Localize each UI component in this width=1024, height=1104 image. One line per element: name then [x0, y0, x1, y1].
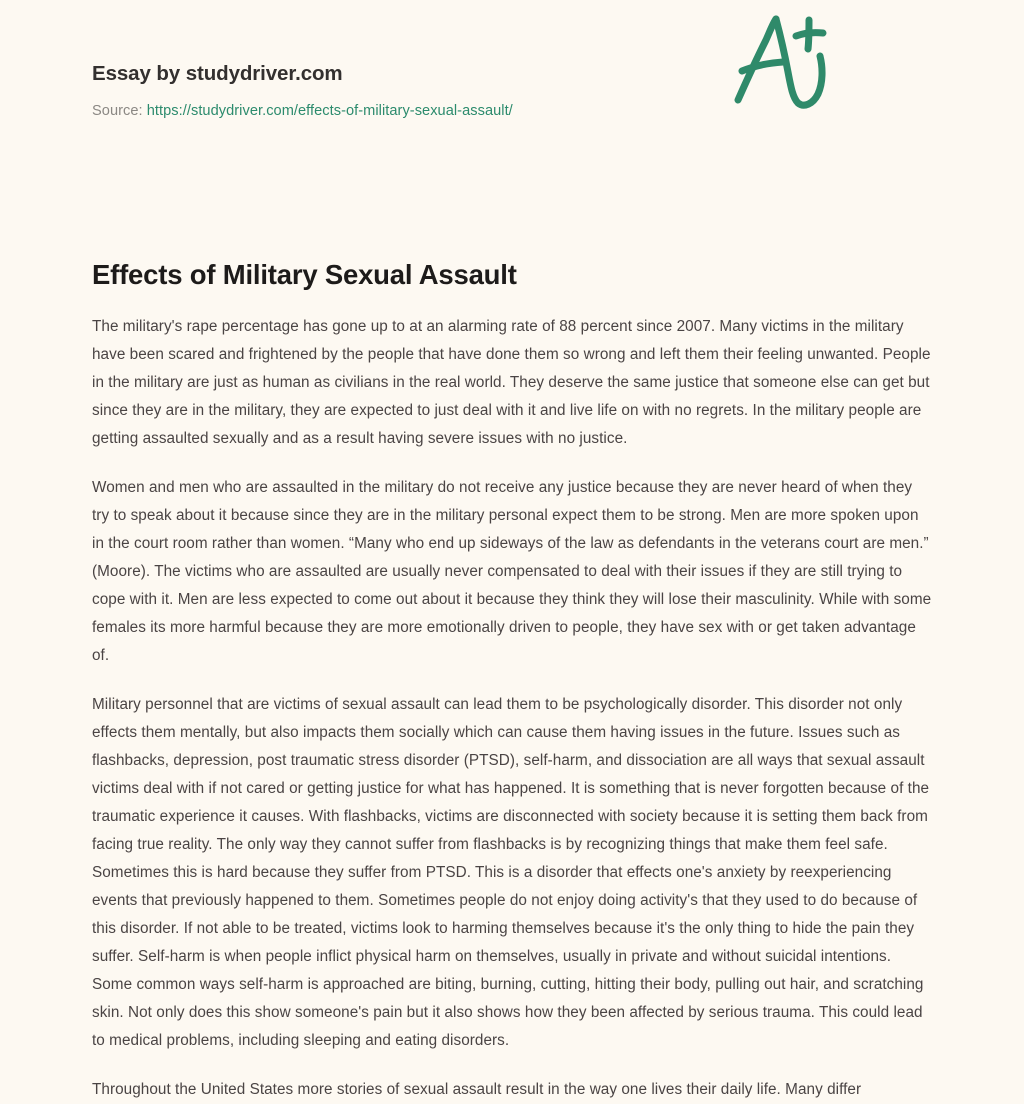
essay-byline: Essay by studydriver.com: [92, 62, 343, 85]
article-paragraph: Military personnel that are victims of sexual assault can lead them to be psychologically disorder. This disorder not only effects them mentally, but also impacts them socially which can cause them having issues in the future. Issues such as flashbacks, depression, post traumatic stress disorder (PTSD), self-harm, and dissociation are all ways that sexual assault victims deal with if not cared or getting justice for what has happened. It is something that is never forgotten because of the traumatic experience it causes. With flashbacks, victims are disconnected with society because it is setting them back from facing true reality. The only way they cannot suffer from flashbacks is by recognizing things that make them feel safe. Sometimes this is hard because they suffer from PTSD. This is a disorder that effects one's anxiety by reexperiencing events that previously happened to them. Sometimes people do not enjoy doing activity's that they used to do because of this disorder. If not able to be treated, victims look to harming themselves because it's the only thing to hide the pain they suffer. Self-harm is when people inflict physical harm on themselves, usually in private and without suicidal intentions. Some common ways self-harm is approached are biting, burning, cutting, hitting their body, pulling out hair, and scratching skin. Not only does this show someone's pain but it also shows how they been affected by serious trauma. This could lead to medical problems, including sleeping and eating disorders.: [92, 696, 930, 1050]
source-url-link[interactable]: https://studydriver.com/effects-of-military-sexual-assault/: [146, 102, 513, 119]
article-paragraph: Women and men who are assaulted in the military do not receive any justice because they are never heard of when they try to speak about it because since they are in the military personal expect them to be strong. Men are more spoken upon in the court room rather than women. “Many who end up sideways of the law as defendants in the veterans court are men.” (Moore). The victims who are assaulted are usually never compensated to deal with their issues if they are still trying to cope with it. Men are less expected to come out about it because they think they will lose their masculinity. While with some females its more harmful because they are more emotionally driven to people, they have sex with or get taken advantage of.: [92, 479, 932, 665]
page-title: Effects of Military Sexual Assault: [92, 259, 517, 290]
article-body: [92, 292, 932, 1104]
article-paragraph: Throughout the United States more stories of sexual assault result in the way one lives their daily life. Many differ: [92, 1081, 862, 1099]
source-line: [92, 102, 932, 121]
studydriver-a-plus-logo-icon: [730, 10, 840, 110]
article-paragraph: The military's rape percentage has gone up to at an alarming rate of 88 percent since 2007. Many victims in the military have been scared and frightened by the people that have done them so wrong and left them their feeling unwanted. People in the military are just as human as civilians in the real world. They deserve the same justice that someone else can get but since they are in the military, they are expected to just deal with it and live life on with no regrets. In the military people are getting assaulted sexually and as a result having severe issues with no justice.: [92, 318, 931, 448]
document-header: [92, 0, 932, 118]
source-label: Source:: [92, 102, 143, 119]
